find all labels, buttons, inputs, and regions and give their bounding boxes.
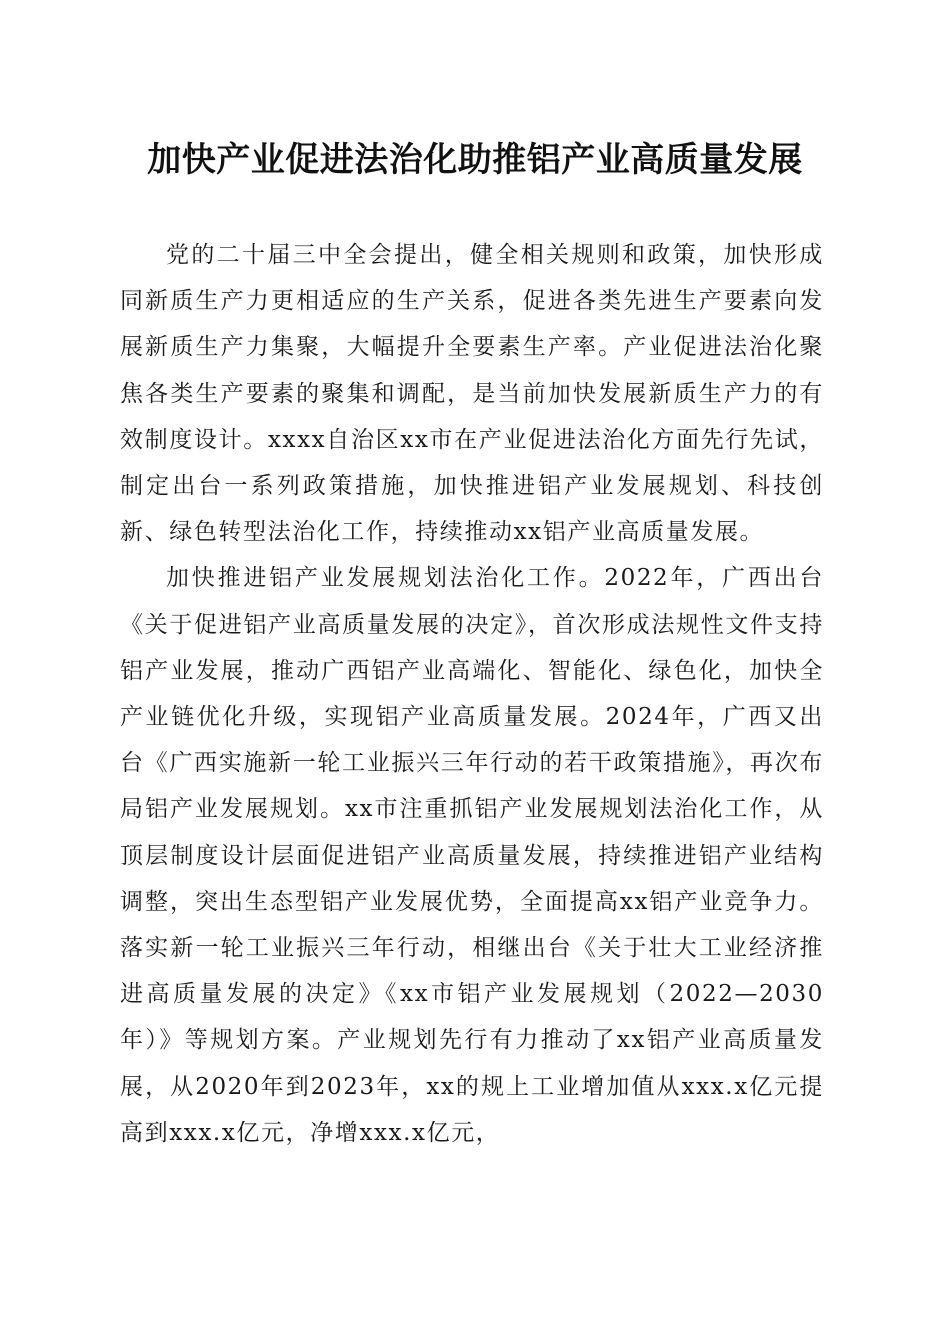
document-title: 加快产业促进法治化助推铝产业高质量发展: [147, 140, 803, 180]
document-body: [120, 232, 824, 1156]
paragraph-intro: 党的二十届三中全会提出，健全相关规则和政策，加快形成同新质生产力更相适应的生产关系，促进各类先进生产要素向发展新质生产力集聚，大幅提升全要素生产率。产业促进法治化聚焦各类生产要素的聚集和调配，是当前加快发展新质生产力的有效制度设计。xxxx自治区xx市在产业促进法治化方面先行先试，制定出台一系列政策措施，加快推进铝产业发展规划、科技创新、绿色转型法治化工作，持续推动xx铝产业高质量发展。: [120, 242, 824, 546]
paragraph-planning: 加快推进铝产业发展规划法治化工作。2022年，广西出台《关于促进铝产业高质量发展的决定》，首次形成法规性文件支持铝产业发展，推动广西铝产业高端化、智能化、绿色化，加快全产业链优化升级，实现铝产业高质量发展。2024年，广西又出台《广西实施新一轮工业振兴三年行动的若干政策措施》，再次布局铝产业发展规划。xx市注重抓铝产业发展规划法治化工作，从顶层制度设计层面促进铝产业高质量发展，持续推进铝产业结构调整，突出生态型铝产业发展优势，全面提高xx铝产业竞争力。落实新一轮工业振兴三年行动，相继出台《关于壮大工业经济推进高质量发展的决定》《xx市铝产业发展规划（2022—2030年）》等规划方案。产业规划先行有力推动了xx铝产业高质量发展，从2020年到2023年，xx的规上工业增加值从xxx.x亿元提高到xxx.x亿元，净增xxx.x亿元，: [120, 565, 824, 1146]
